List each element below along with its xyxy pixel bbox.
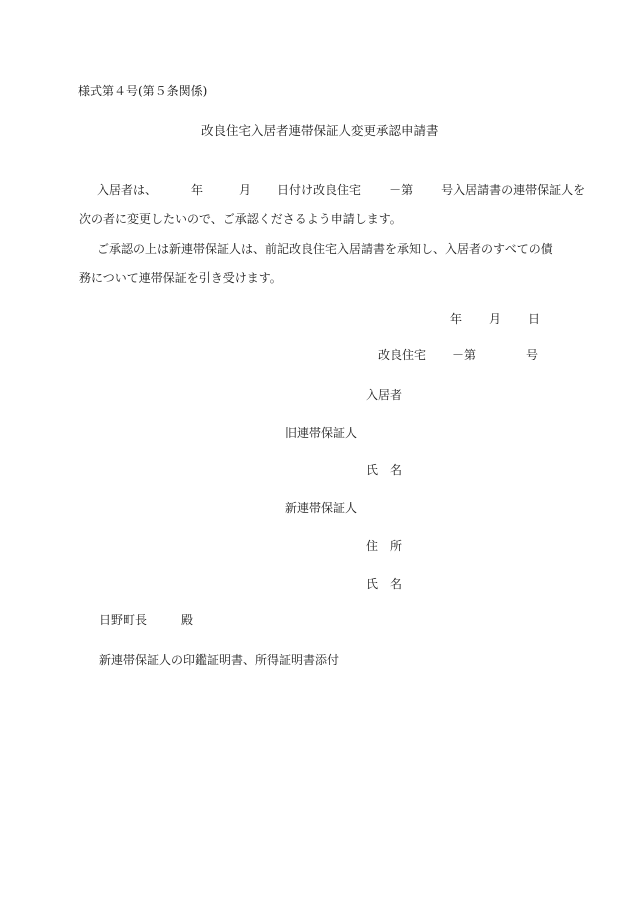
house-label: 改良住宅 xyxy=(378,348,427,362)
recipient-name: 日野町長 xyxy=(99,613,148,627)
year-label: 年 xyxy=(191,183,204,197)
date-day: 日 xyxy=(528,312,541,326)
old-guarantor-heading: 旧連帯保証人 xyxy=(285,426,358,440)
guarantor-text: 号入居請書の連帯保証人を xyxy=(441,183,586,197)
new-guarantor-name-label: 氏 名 xyxy=(366,577,403,591)
month-label: 月 xyxy=(239,183,252,197)
paragraph2-line2: 務について連帯保証を引き受けます。 xyxy=(79,271,282,285)
paragraph2-line1: ご承認の上は新連帯保証人は、前記改良住宅入居請書を承知し、入居者のすべての債 xyxy=(97,242,553,256)
date-month: 月 xyxy=(489,312,502,326)
house-number-suffix: 号 xyxy=(526,348,539,362)
dated-house-text: 日付け改良住宅 xyxy=(277,183,362,197)
house-number-line xyxy=(378,349,538,361)
resident-label: 入居者 xyxy=(366,388,403,402)
date-year: 年 xyxy=(450,312,463,326)
attachment-note: 新連帯保証人の印鑑証明書、所得証明書添付 xyxy=(99,653,340,667)
application-date xyxy=(450,313,540,325)
document-title: 改良住宅入居者連帯保証人変更承認申請書 xyxy=(201,123,439,138)
recipient-line xyxy=(99,614,193,626)
new-guarantor-address-label: 住 所 xyxy=(366,539,403,553)
new-guarantor-heading: 新連帯保証人 xyxy=(285,501,358,515)
resident-intro: 入居者は、 xyxy=(97,183,158,197)
house-dash: －第 xyxy=(452,348,477,362)
form-number: 様式第４号(第５条関係) xyxy=(78,84,208,98)
old-guarantor-name-label: 氏 名 xyxy=(366,463,403,477)
paragraph1-line2: 次の者に変更したいので、ご承認くださるよう申請します。 xyxy=(79,212,402,226)
recipient-honorific: 殿 xyxy=(181,613,194,627)
dash-number-text: －第 xyxy=(389,183,414,197)
paragraph1-line1 xyxy=(97,184,585,196)
